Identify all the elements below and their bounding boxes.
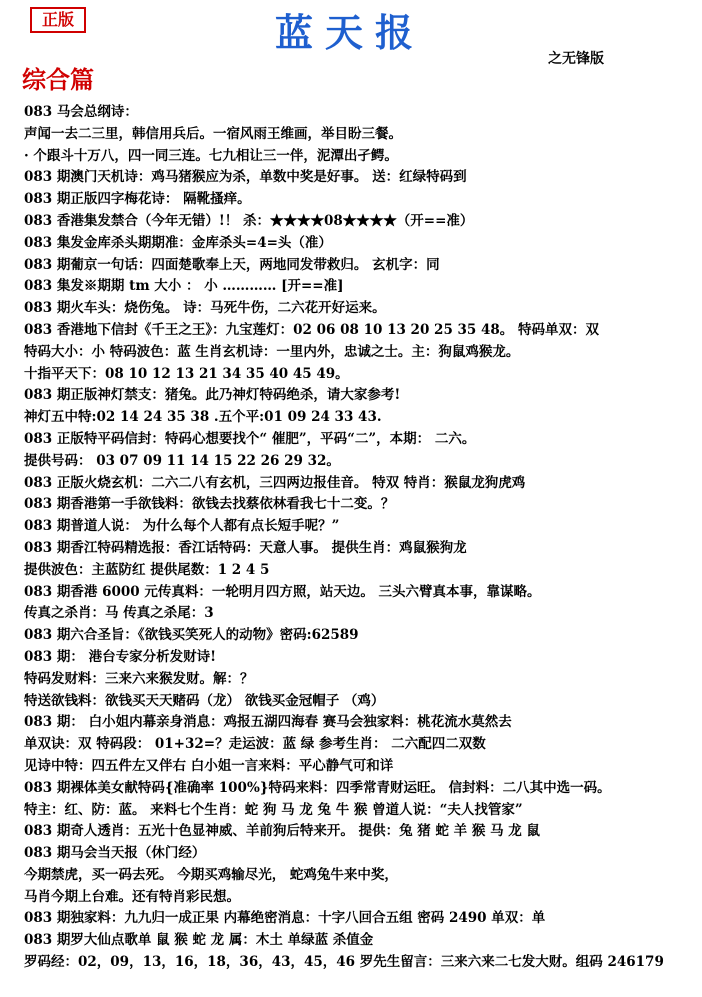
text-line: 特码大小：小 特码波色：蓝 生肖玄机诗：一里内外，忠诚之士。主：狗鼠鸡猴龙。 (24, 343, 520, 360)
text-line: 神灯五中特:02 14 24 35 38 .五个平:01 09 24 33 43. (24, 409, 382, 426)
text-line: 提供号码： 03 07 09 11 14 15 22 26 29 32。 (24, 452, 340, 469)
genuine-badge: 正版 (30, 7, 86, 33)
text-line: 特主：红、防：蓝。 来料七个生肖：蛇 狗 马 龙 兔 牛 猴 曾道人说：“夫人找管家” (24, 801, 523, 818)
text-line: 083 期葡京一句话：四面楚歌奉上天，两地同发带救归。 玄机字：同 (24, 256, 440, 273)
text-line: · 个跟斗十万八，四一同三连。七九相让三一伴，泥潭出孑鳄。 (24, 147, 398, 164)
text-line: 见诗中特：四五件左又伴右 白小姐一言来料：平心静气可和详 (24, 757, 394, 774)
text-line: 083 期六合圣旨：《欲钱买笑死人的动物》密码:62589 (24, 627, 359, 644)
text-line: 马肖今期上台难。还有特肖彩民想。 (24, 888, 240, 905)
text-line: 083 期正版神灯禁支：猪兔。此乃神灯特码绝杀，请大家参考! (24, 387, 401, 404)
text-line: 083 期： 港台专家分析发财诗! (24, 648, 217, 665)
text-line: 单双诀：双 特码段： 01+32=？走运波：蓝 绿 参考生肖： 二六配四二双数 (24, 736, 486, 753)
text-line: 083 期澳门天机诗：鸡马猪猴应为杀，单数中奖是好事。 送：红绿特码到 (24, 169, 467, 186)
text-line: 083 期香港第一手欲钱料：欲钱去找蔡依林看我七十二变。？ (24, 496, 395, 513)
text-line: 提供波色：主蓝防红 提供尾数：1 2 4 5 (24, 561, 270, 578)
text-line: 特码发财料：三来六来猴发财。解：？ (24, 670, 254, 687)
text-line: 083 期普道人说： 为什么每个人都有点长短手呢？” (24, 518, 340, 535)
text-line: 声闻一去二三里，韩信用兵后。一宿风雨王维画，举目盼三餐。 (24, 125, 402, 142)
text-line: 083 期裸体美女献特码{准确率 100%}特码来料：四季常青财运旺。 信封料：二八其中选一码。 (24, 779, 611, 796)
text-line: 083 期火车头：烧伤兔。 诗：马死牛伤，二六花开好运来。 (24, 300, 386, 317)
text-line: 十指平天下：08 10 12 13 21 34 35 40 45 49。 (24, 365, 349, 382)
text-line: 特送欲钱料：欲钱买天天赌码（龙） 欲钱买金冠帽子 （鸡） (24, 692, 385, 709)
text-line: 083 期独家料：九九归一成正果 内幕绝密消息：十字八回合五组 密码 2490 单双：单 (24, 910, 546, 927)
text-line: 083 香港地下信封《千王之王》：九宝莲灯：02 06 08 10 13 20 25 35 48。 特码单双：双 (24, 321, 600, 338)
text-line: 083 期： 白小姐内幕亲身消息：鸡报五湖四海春 赛马会独家料：桃花流水莫然去 (24, 714, 512, 731)
text-line: 083 集发※期期 tm 大小 ： 小 ………… [开==准] (24, 278, 344, 295)
text-line: 083 集发金库杀头期期准：金库杀头=4=头（准） (24, 234, 332, 251)
section-heading: 综合篇 (22, 65, 94, 94)
text-line: 083 期罗大仙点歌单 鼠 猴 蛇 龙 属：木土 单绿蓝 杀值金 (24, 932, 374, 949)
text-line: 083 马会总纲诗： (24, 104, 138, 120)
text-line: 083 正版火烧玄机：二六二八有玄机，三四两边报佳音。 特双 特肖：猴鼠龙狗虎鸡 (24, 474, 526, 491)
text-line: 今期禁虎，买一码去死。 今期买鸡输尽光， 蛇鸡兔牛来中奖， (24, 866, 398, 883)
text-line: 083 香港集发禁合（今年无错）!！ 杀：★★★★08★★★★（开==准） (24, 212, 474, 229)
text-line: 083 期香江特码精选报：香江话特码：天意人事。 提供生肖：鸡鼠猴狗龙 (24, 539, 467, 556)
content-body (24, 102, 694, 974)
page-title: 蓝天报 (274, 10, 425, 55)
text-line: 083 期香港 6000 元传真料：一轮明月四方照，站天边。 三头六臂真本事，靠谋略。 (24, 583, 541, 600)
text-line: 083 期正版四字梅花诗： 隔靴搔痒。 (24, 191, 251, 208)
text-line: 083 正版特平码信封：特码心想要找个“ 催肥”，平码“二”，本期： 二六。 (24, 430, 476, 447)
edition-label: 之无锋版 (548, 51, 604, 67)
text-line: 罗码经：02，09，13，16，18，36，43，45，46 罗先生留言：三来六来二七发大财。组码 246179 (24, 954, 664, 971)
text-line: 083 期奇人透肖：五光十色显神威、羊前狗后特来开。 提供：兔 猪 蛇 羊 猴 马 龙 鼠 (24, 823, 540, 840)
text-line: 083 期马会当天报（休门经） (24, 845, 206, 862)
text-line: 传真之杀肖：马 传真之杀尾：3 (24, 605, 214, 622)
